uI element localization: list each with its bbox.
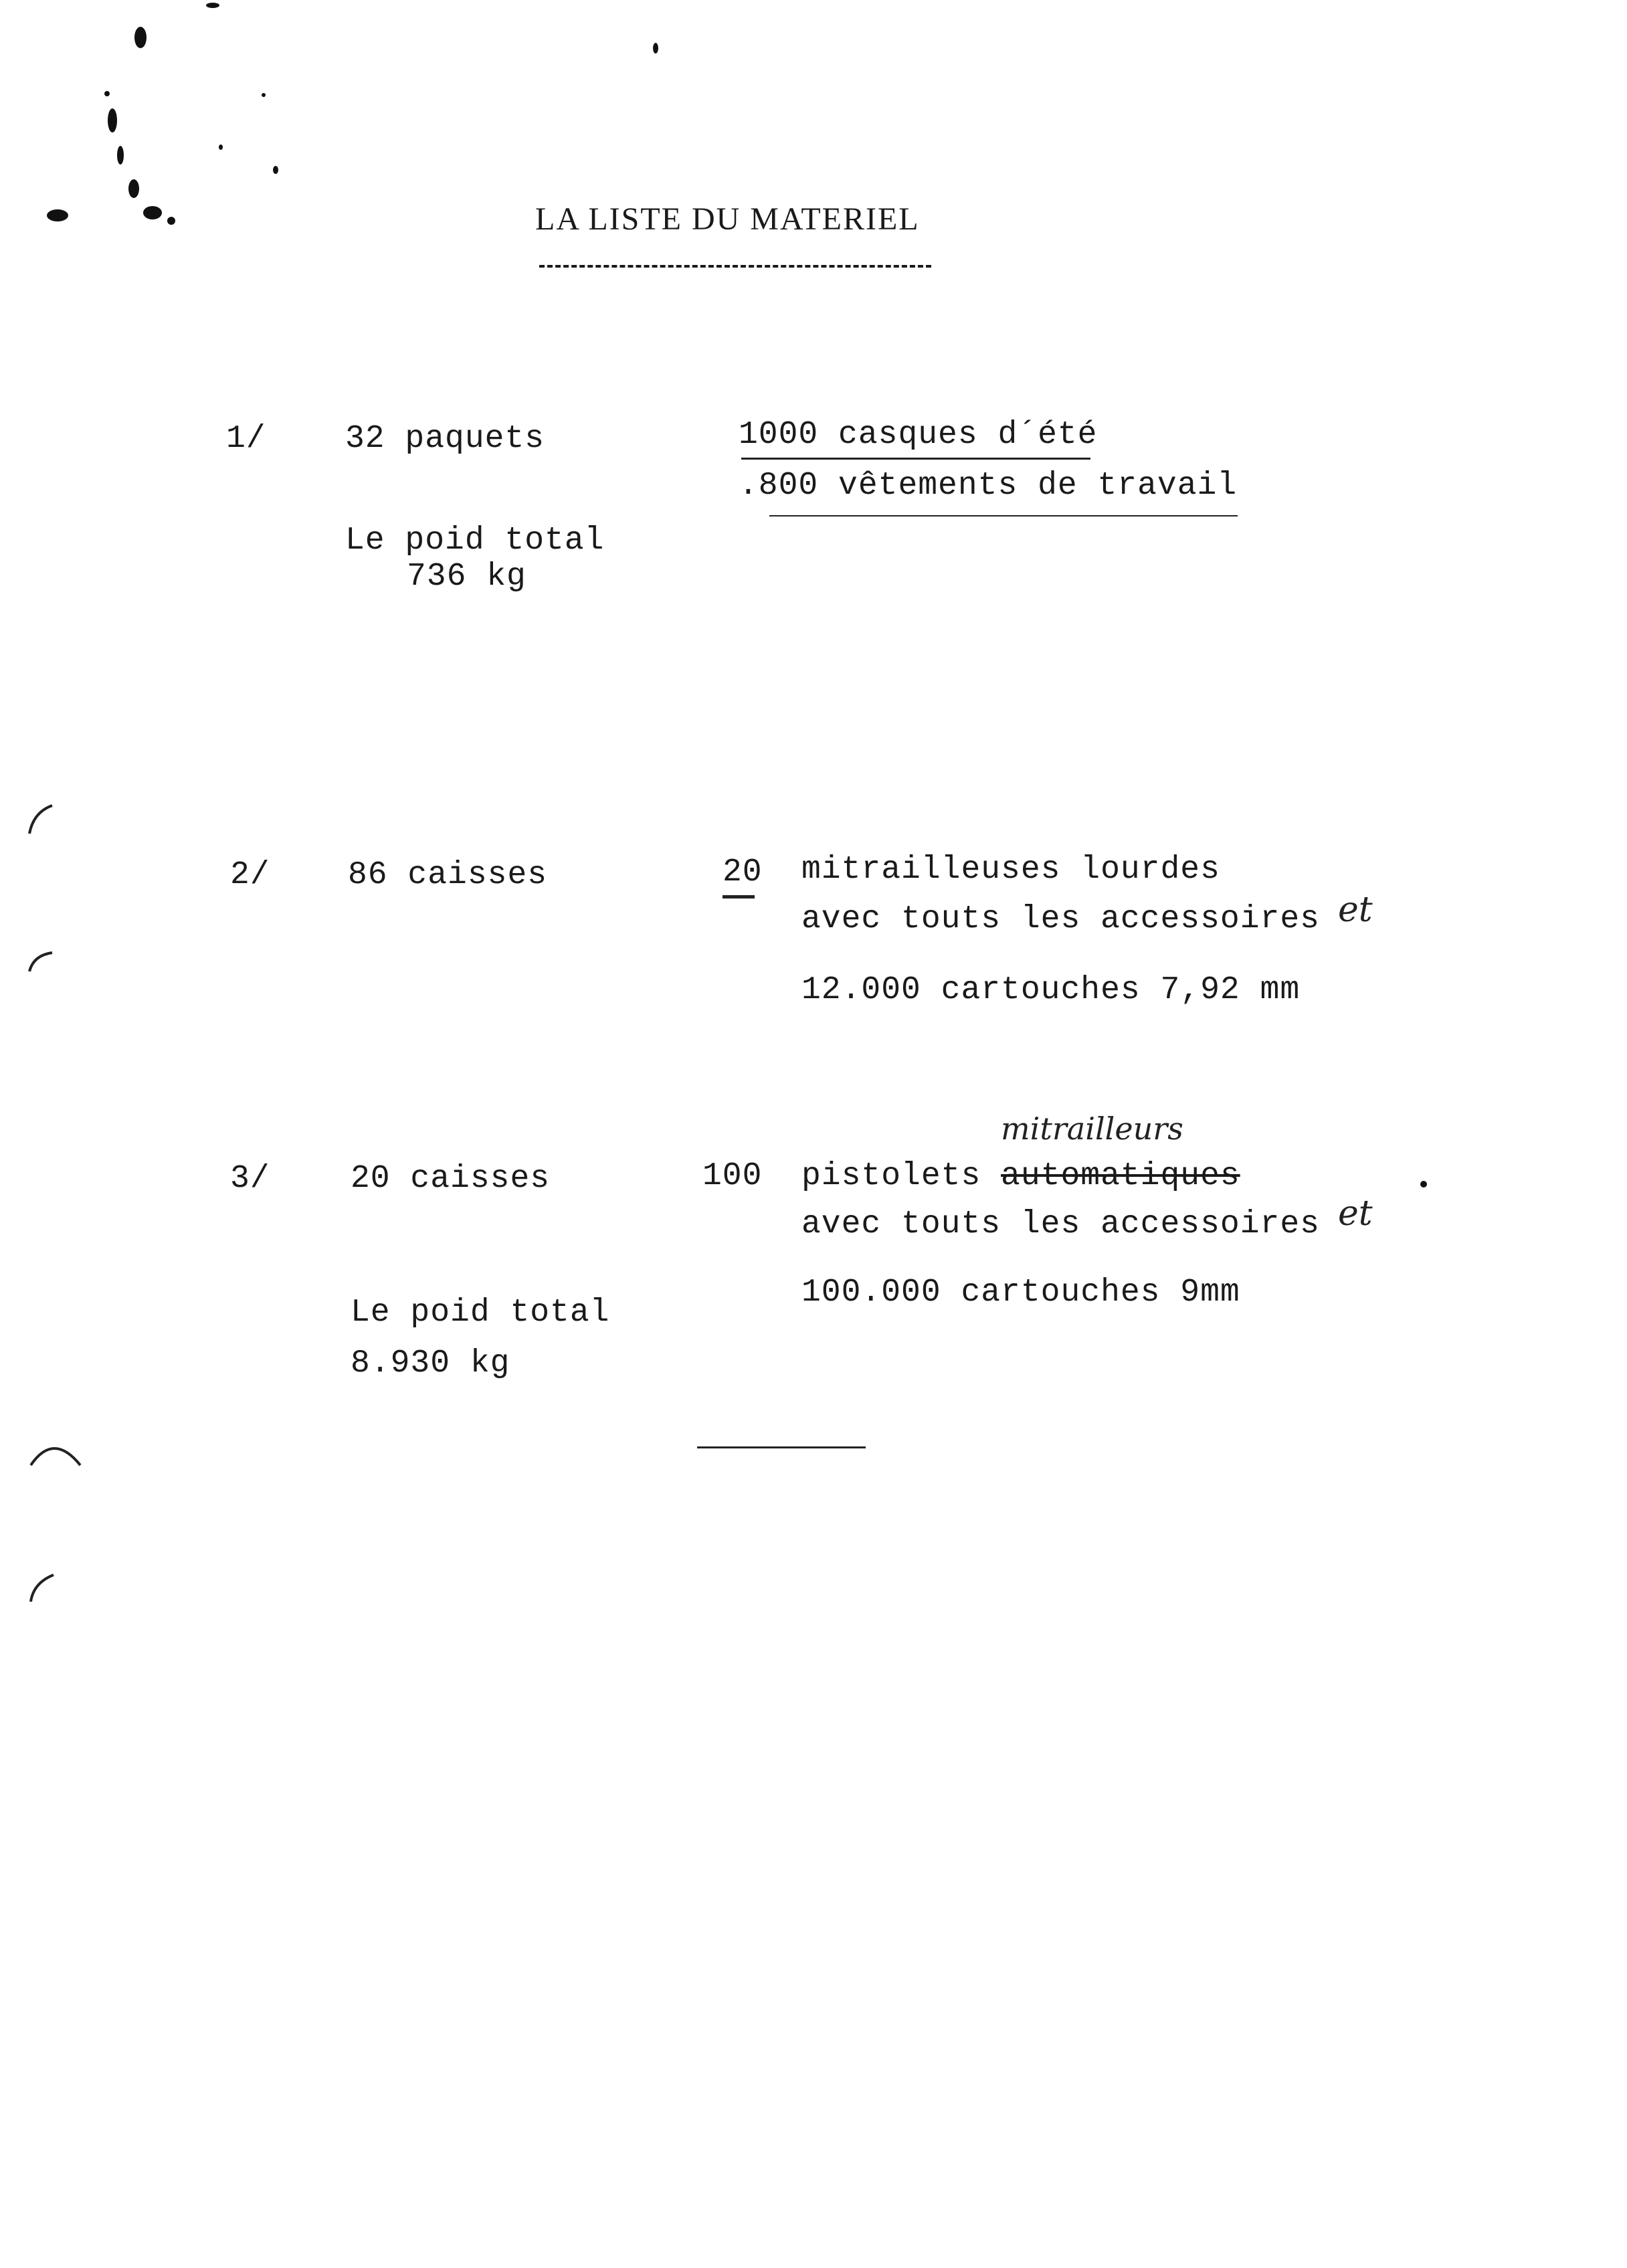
closing-rule	[697, 1446, 866, 1448]
item-2-handwritten-et: et	[1338, 890, 1373, 930]
item-1-line-2-underline	[769, 515, 1238, 516]
binder-arc	[29, 953, 52, 971]
ink-spot	[108, 108, 117, 132]
item-1-number: 1/	[226, 421, 266, 457]
item-2-line-3: 12.000 cartouches 7,92 mm	[801, 972, 1301, 1008]
document-title: LA LISTE DU MATERIEL	[535, 201, 920, 237]
item-2-quantity: 20	[723, 854, 763, 890]
item-1-weight-value: 736 kg	[407, 559, 527, 595]
item-3-struck-word: automatiques	[1001, 1158, 1240, 1194]
ink-spot	[167, 217, 175, 225]
binder-arc	[29, 806, 52, 834]
ink-spot	[1420, 1181, 1427, 1188]
item-2-number: 2/	[230, 857, 270, 893]
item-3-quantity: 100	[702, 1158, 763, 1194]
item-1-line-2: .800 vêtements de travail	[739, 468, 1238, 504]
item-2-line-2: avec touts les accessoires	[801, 901, 1320, 937]
ink-spot	[47, 209, 68, 221]
item-3-package: 20 caisses	[351, 1161, 551, 1197]
item-3-line-3: 100.000 cartouches 9mm	[801, 1274, 1240, 1311]
item-3-line-1-prefix: pistolets	[801, 1158, 1001, 1194]
ink-spot	[653, 43, 658, 54]
item-1-weight-label: Le poid total	[345, 523, 605, 559]
ink-spot	[262, 93, 266, 97]
ink-spot	[143, 206, 162, 219]
ink-spot	[128, 179, 139, 198]
ink-spot	[273, 166, 278, 174]
item-1-line-1-underline	[741, 458, 1090, 460]
item-3-line-1	[801, 1160, 1240, 1192]
ink-spot	[134, 27, 147, 48]
ink-spot	[117, 146, 124, 165]
item-3-weight-value: 8.930 kg	[351, 1345, 510, 1382]
ink-spot	[206, 3, 219, 8]
item-3-handwritten-et: et	[1338, 1194, 1373, 1234]
ink-spot	[104, 91, 110, 96]
title-underline	[539, 265, 931, 268]
item-2-line-1: mitrailleuses lourdes	[801, 852, 1220, 888]
ink-spot	[219, 145, 223, 150]
item-1-package: 32 paquets	[345, 421, 545, 457]
binder-arc	[31, 1575, 54, 1602]
item-3-weight-label: Le poid total	[351, 1295, 610, 1331]
item-3-handwritten-correction: mitrailleurs	[1001, 1111, 1183, 1147]
binder-arc	[31, 1448, 80, 1465]
item-2-quantity-underline	[723, 895, 755, 899]
item-2-package: 86 caisses	[348, 857, 548, 893]
item-3-line-2: avec touts les accessoires	[801, 1206, 1320, 1242]
item-3-number: 3/	[230, 1161, 270, 1197]
item-1-line-1: 1000 casques d´été	[739, 417, 1098, 453]
